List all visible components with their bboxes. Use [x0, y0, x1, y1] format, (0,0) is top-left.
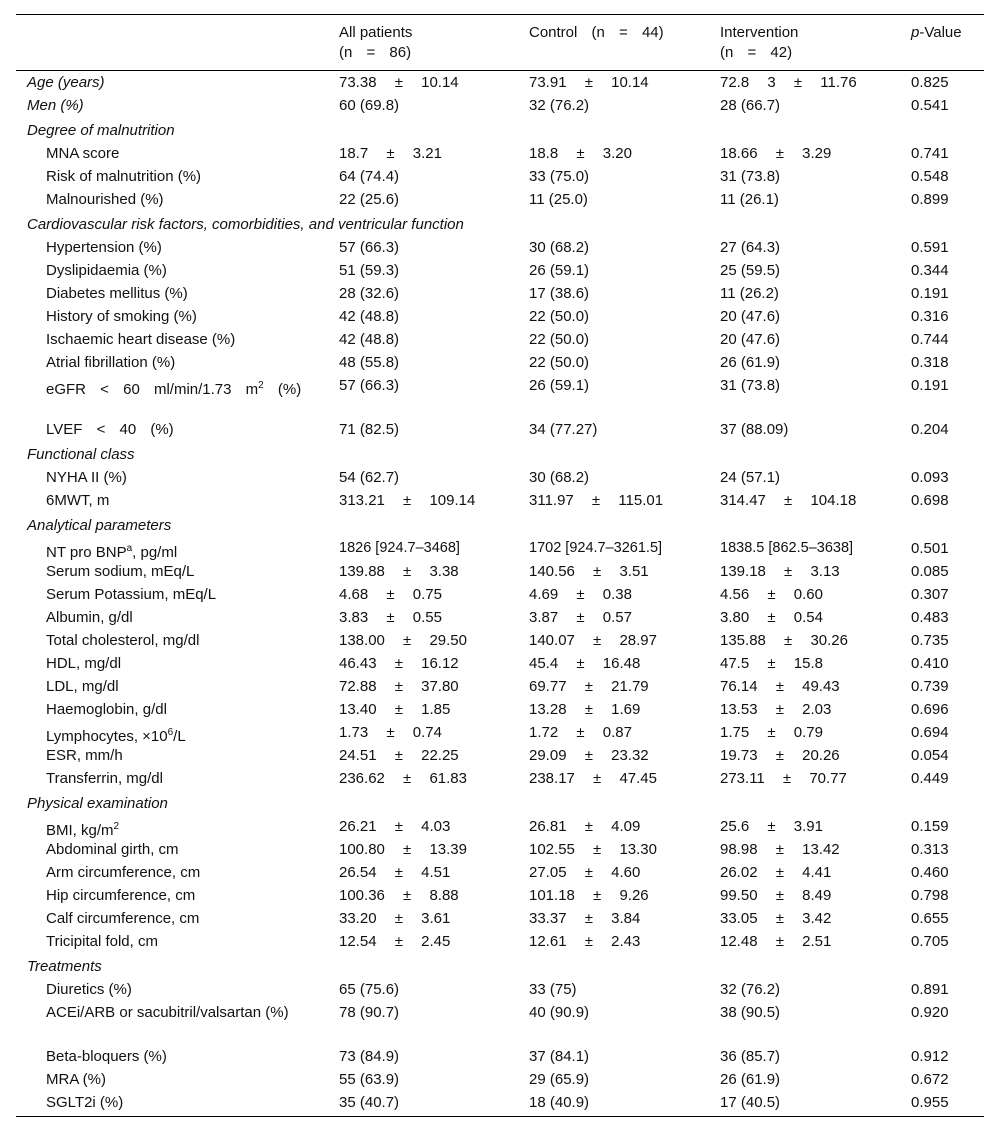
table-row: Serum Potassium, mEq/L 4.68 ± 0.75 4.69 ± 0.38 4.56 ± 0.60 0.307 [16, 583, 984, 606]
header-control: Control (n = 44) [529, 24, 664, 41]
row-label: Arm circumference, cm [46, 864, 201, 881]
row-label: Men (%) [27, 97, 84, 114]
table-header [16, 15, 984, 71]
row-label: History of smoking (%) [46, 308, 197, 325]
table-row: Hypertension (%) 57 (66.3) 30 (68.2) 27 (64.3) 0.591 [16, 236, 984, 259]
table-row: Atrial fibrillation (%) 48 (55.8) 22 (50.0) 26 (61.9) 0.318 [16, 351, 984, 374]
table-row: ESR, mm/h 24.51 ± 22.25 29.09 ± 23.32 19.73 ± 20.26 0.054 [16, 744, 984, 767]
table-row: Abdominal girth, cm 100.80 ± 13.39 102.55 ± 13.30 98.98 ± 13.42 0.313 [16, 838, 984, 861]
row-label: NT pro BNP$^a$, pg/ml [46, 543, 178, 561]
table-row: MRA (%) 55 (63.9) 29 (65.9) 26 (61.9) 0.672 [16, 1068, 984, 1091]
table-row: SGLT2i (%) 35 (40.7) 18 (40.9) 17 (40.5) 0.955 [16, 1091, 984, 1116]
table-row: Arm circumference, cm 26.54 ± 4.51 27.05 ± 4.60 26.02 ± 4.41 0.460 [16, 861, 984, 884]
table-row: Ischaemic heart disease (%) 42 (48.8) 22 (50.0) 20 (47.6) 0.744 [16, 328, 984, 351]
row-label: Serum Potassium, mEq/L [46, 586, 217, 603]
row-label: Lymphocytes, $\times 10^6/L$ [46, 727, 186, 745]
section-heading: Physical examination [27, 795, 168, 812]
table-row: Serum sodium, mEq/L 139.88 ± 3.38 140.56 ± 3.51 139.18 ± 3.13 0.085 [16, 560, 984, 583]
table-row: LDL, mg/dl 72.88 ± 37.80 69.77 ± 21.79 76.14 ± 49.43 0.739 [16, 675, 984, 698]
row-label: MRA (%) [46, 1071, 106, 1088]
section-heading: Cardiovascular risk factors, comorbidities, and ventricular function [27, 216, 464, 233]
table-row: Hip circumference, cm 100.36 ± 8.88 101.18 ± 9.26 99.50 ± 8.49 0.798 [16, 884, 984, 907]
row-label: Haemoglobin, g/dl [46, 701, 167, 718]
table-row: NYHA II (%) 54 (62.7) 30 (68.2) 24 (57.1) 0.093 [16, 466, 984, 489]
row-label: Beta-bloquers (%) [46, 1048, 167, 1065]
row-label: ACEi/ARB or sacubitril/valsartan (%) [46, 1004, 289, 1021]
row-label: Ischaemic heart disease (%) [46, 331, 236, 348]
header-intervention: Intervention (n = 42) [720, 24, 799, 61]
row-label: SGLT2i (%) [46, 1094, 124, 1111]
section-heading: Treatments [27, 958, 102, 975]
table-row: Tricipital fold, cm 12.54 ± 2.45 12.61 ± 2.43 12.48 ± 2.51 0.705 [16, 930, 984, 955]
table-row: Age (years) 73.38 ± 10.14 73.91 ± 10.14 72.8 3 ± 11.76 0.825 [16, 71, 984, 94]
row-label: BMI, $kg/m^2$ [46, 821, 120, 839]
table-row: HDL, mg/dl 46.43 ± 16.12 45.4 ± 16.48 47.5 ± 15.8 0.410 [16, 652, 984, 675]
row-label: LDL, mg/dl [46, 678, 119, 695]
table-row: Men (%) 60 (69.8) 32 (76.2) 28 (66.7) 0.541 [16, 94, 984, 119]
table-row: Beta-bloquers (%) 73 (84.9) 37 (84.1) 36 (85.7) 0.912 [16, 1045, 984, 1068]
table-row: Diuretics (%) 65 (75.6) 33 (75) 32 (76.2) 0.891 [16, 978, 984, 1001]
table-row: Malnourished (%) 22 (25.6) 11 (25.0) 11 (26.1) 0.899 [16, 188, 984, 213]
table-row: Lymphocytes, $\times 10^6/L$ 1.73 ± 0.74 1.72 ± 0.87 1.75 ± 0.79 0.694 [16, 721, 984, 744]
section-heading: Degree of malnutrition [27, 122, 175, 139]
table-row: Calf circumference, cm 33.20 ± 3.61 33.37 ± 3.84 33.05 ± 3.42 0.655 [16, 907, 984, 930]
table-row: ACEi/ARB or sacubitril/valsartan (%) 78 (90.7) 40 (90.9) 38 (90.5) 0.920 [16, 1001, 984, 1045]
row-label: HDL, mg/dl [46, 655, 122, 672]
row-label: Calf circumference, cm [46, 910, 200, 927]
table-row: Risk of malnutrition (%) 64 (74.4) 33 (75.0) 31 (73.8) 0.548 [16, 165, 984, 188]
section-heading: Analytical parameters [27, 517, 172, 534]
row-label: Hypertension (%) [46, 239, 162, 256]
row-label: Hip circumference, cm [46, 887, 196, 904]
row-label: NYHA II (%) [46, 469, 127, 486]
row-label: Total cholesterol, mg/dl [46, 632, 200, 649]
table-row: MNA score 18.7 ± 3.21 18.8 ± 3.20 18.66 ± 3.29 0.741 [16, 142, 984, 165]
baseline-characteristics-table [16, 14, 984, 1117]
row-label: Dyslipidaemia (%) [46, 262, 167, 279]
row-label: Transferrin, mg/dl [46, 770, 163, 787]
table-row: Transferrin, mg/dl 236.62 ± 61.83 238.17 ± 47.45 273.11 ± 70.77 0.449 [16, 767, 984, 792]
table-row: Dyslipidaemia (%) 51 (59.3) 26 (59.1) 25 (59.5) 0.344 [16, 259, 984, 282]
header-p-value: p-Value [911, 24, 962, 41]
table-row: History of smoking (%) 42 (48.8) 22 (50.0) 20 (47.6) 0.316 [16, 305, 984, 328]
table-row: Haemoglobin, g/dl 13.40 ± 1.85 13.28 ± 1.69 13.53 ± 2.03 0.696 [16, 698, 984, 721]
row-label: Tricipital fold, cm [46, 933, 158, 950]
table-row: Albumin, g/dl 3.83 ± 0.55 3.87 ± 0.57 3.80 ± 0.54 0.483 [16, 606, 984, 629]
row-label: Malnourished (%) [46, 191, 164, 208]
table-row: eGFR < 60 ml/min/1.73 $m^2$ (%) 57 (66.3) 26 (59.1) 31 (73.8) 0.191 [16, 374, 984, 418]
row-label: MNA score [46, 145, 120, 162]
row-label: eGFR < 60 ml/min/1.73 $m^2$ (%) [46, 380, 302, 398]
row-label: Atrial fibrillation (%) [46, 354, 176, 371]
table-row: 6MWT, m 313.21 ± 109.14 311.97 ± 115.01 314.47 ± 104.18 0.698 [16, 489, 984, 514]
header-all-patients: All patients (n = 86) [339, 24, 413, 61]
table-row: BMI, $kg/m^2$ 26.21 ± 4.03 26.81 ± 4.09 25.6 ± 3.91 0.159 [16, 815, 984, 838]
section-heading: Functional class [27, 446, 135, 463]
table-row: LVEF < 40 (%) 71 (82.5) 34 (77.27) 37 (88.09) 0.204 [16, 418, 984, 443]
row-label: ESR, mm/h [46, 747, 123, 764]
table-row: NT pro BNP$^a$, pg/ml 1826 [924.7–3468] 1702 [924.7–3261.5] 1838.5 [862.5–3638] 0.501 [16, 537, 984, 560]
row-label: 6MWT, m [46, 492, 110, 509]
table-row: Total cholesterol, mg/dl 138.00 ± 29.50 140.07 ± 28.97 135.88 ± 30.26 0.735 [16, 629, 984, 652]
row-label: Age (years) [27, 74, 105, 91]
row-label: LVEF < 40 (%) [46, 421, 174, 438]
row-label: Abdominal girth, cm [46, 841, 179, 858]
row-label: Risk of malnutrition (%) [46, 168, 202, 185]
row-label: Diabetes mellitus (%) [46, 285, 188, 302]
table-row: Diabetes mellitus (%) 28 (32.6) 17 (38.6) 11 (26.2) 0.191 [16, 282, 984, 305]
row-label: Serum sodium, mEq/L [46, 563, 195, 580]
row-label: Diuretics (%) [46, 981, 132, 998]
row-label: Albumin, g/dl [46, 609, 133, 626]
